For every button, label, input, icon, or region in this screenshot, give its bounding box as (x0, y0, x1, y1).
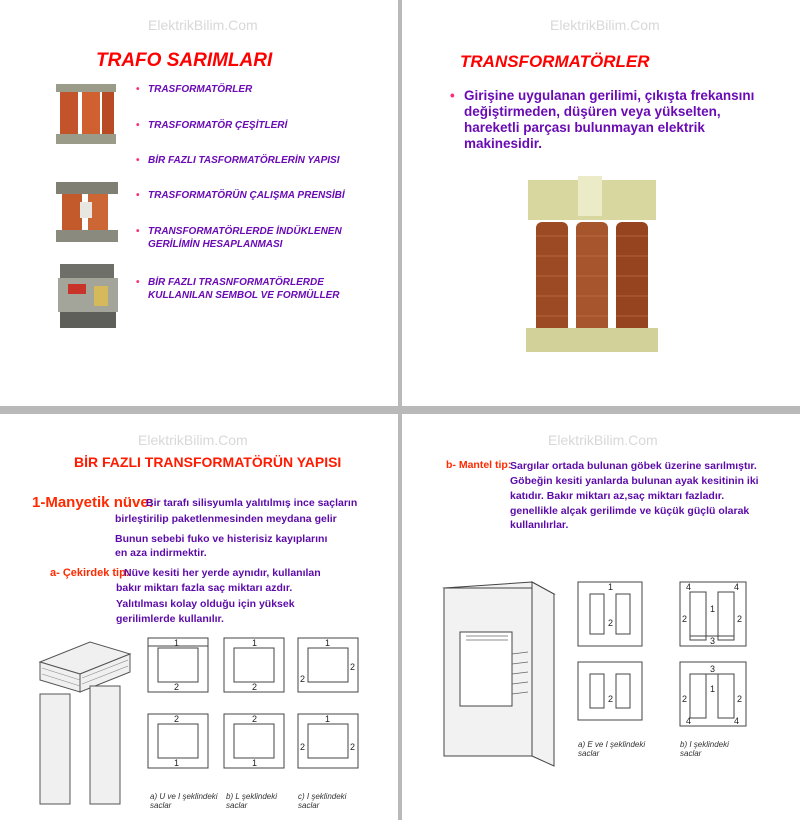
watermark: ElektrikBilim.Com (148, 17, 258, 33)
menu-item-1[interactable]: • TRASFORMATÖRLER (136, 84, 253, 95)
label-1: 1 (325, 638, 331, 648)
shell-core-3d-drawing (436, 574, 566, 774)
heading-text: Bir tarafı silisyumla yalıtılmış ince saçların (146, 497, 358, 509)
label-1: 1 (252, 758, 258, 768)
transformer-photo-2 (54, 182, 120, 244)
caption-c: c) I şeklindeki saclar (298, 792, 347, 810)
label-2: 2 (252, 714, 258, 724)
label-4: 4 (734, 716, 740, 726)
sub-line-3: Yalıtılması kolay olduğu için yüksek (116, 598, 295, 610)
label-1: 1 (174, 758, 180, 768)
text-line-2: birleştirilip paketlenmesinden meydana gelir (115, 513, 337, 525)
slide-mantel-tip (402, 414, 800, 820)
label-2: 2 (608, 618, 614, 628)
sub-line-2: bakır miktarı fazla saç miktarı azdır. (116, 582, 293, 594)
label-2: 2 (300, 674, 306, 684)
sub-line-4: gerilimlerde kullanılır. (116, 613, 224, 625)
menu-item-2[interactable]: • TRASFORMATÖR ÇEŞİTLERİ (136, 120, 288, 131)
watermark: ElektrikBilim.Com (548, 432, 658, 448)
slide-transformatorler (402, 0, 800, 406)
core-3d-drawing (30, 634, 140, 810)
text-line-3: Bunun sebebi fuko ve histerisiz kayıplarını (115, 533, 328, 545)
label-2: 2 (252, 682, 258, 692)
label-3: 3 (710, 636, 716, 646)
section-heading: 1-Manyetik nüve: (32, 494, 154, 511)
text-line-4: en aza indirmektir. (115, 547, 207, 559)
label-1: 1 (608, 582, 614, 592)
sub-text: Nüve kesiti her yerde aynıdır, kullanılan (124, 567, 321, 579)
watermark: ElektrikBilim.Com (550, 17, 660, 33)
slide-bir-fazli-yapi (0, 414, 398, 820)
sub-heading: a- Çekirdek tip: (50, 567, 130, 579)
label-2: 2 (608, 694, 614, 704)
menu-item-6[interactable]: • BİR FAZLI TRASNFORMATÖRLERDE KULLANILAN SEMBOL VE FORMÜLLER (136, 277, 340, 301)
label-4: 4 (686, 716, 692, 726)
core-lamination-diagrams (142, 632, 364, 800)
label-3: 3 (710, 664, 716, 674)
text-line-1: Sargılar ortada bulunan göbek üzerine sarılmıştır. (510, 460, 757, 472)
text-line-5: kullanılırlar. (510, 519, 569, 531)
label-2: 2 (350, 662, 356, 672)
slide-trafo-sarimlari (0, 0, 398, 406)
label-2: 2 (737, 614, 743, 624)
label-2: 2 (350, 742, 356, 752)
label-1: 1 (710, 604, 716, 614)
label-2: 2 (300, 742, 306, 752)
label-1: 1 (325, 714, 331, 724)
text-line-3: katıdır. Bakır miktarı az,saç miktarı fazladır. (510, 490, 725, 502)
transformer-photo-3 (54, 264, 124, 332)
caption-b: b) I şeklindeki saclar (680, 740, 729, 758)
menu-item-5[interactable]: • TRANSFORMATÖRLERDE İNDÜKLENEN GERİLİMİN HESAPLANMASI (136, 226, 342, 250)
slide-title: TRANSFORMATÖRLER (460, 52, 650, 71)
menu-item-3[interactable]: • BİR FAZLI TASFORMATÖRLERİN YAPISI (136, 155, 340, 166)
text-line-2: Göbeğin kesiti yanlarda bulunan ayak kesitinin iki (510, 475, 759, 487)
label-2: 2 (682, 694, 688, 704)
label-1: 1 (174, 638, 180, 648)
caption-b: b) L şeklindeki saclar (226, 792, 277, 810)
caption-a: a) U ve I şeklindeki saclar (150, 792, 218, 810)
section-heading: b- Mantel tip: (446, 459, 512, 471)
text-line-4: genellikle alçak gerilimde ve küçük güçlü olarak (510, 505, 750, 517)
label-2: 2 (682, 614, 688, 624)
transformer-photo-1 (52, 82, 120, 146)
label-2: 2 (737, 694, 743, 704)
transformer-photo-large (522, 176, 662, 358)
label-4: 4 (734, 582, 740, 592)
label-4: 4 (686, 582, 692, 592)
slide-title: BİR FAZLI TRANSFORMATÖRÜN YAPISI (74, 454, 342, 470)
label-1: 1 (710, 684, 716, 694)
caption-a: a) E ve I şeklindeki saclar (578, 740, 646, 758)
slide-title: TRAFO SARIMLARI (96, 50, 273, 71)
shell-lamination-diagrams (572, 576, 772, 736)
label-2: 2 (174, 714, 180, 724)
definition-text: • Girişine uygulanan gerilimi, çıkışta frekansını değiştirmeden, düşüren veya yükselten, hareketli parçası bulunmayan elektrik makinesidir. (450, 88, 755, 151)
label-1: 1 (252, 638, 258, 648)
menu-item-4[interactable]: • TRASFORMATÖRÜN ÇALIŞMA PRENSİBİ (136, 190, 345, 201)
label-2: 2 (174, 682, 180, 692)
watermark: ElektrikBilim.Com (138, 432, 248, 448)
